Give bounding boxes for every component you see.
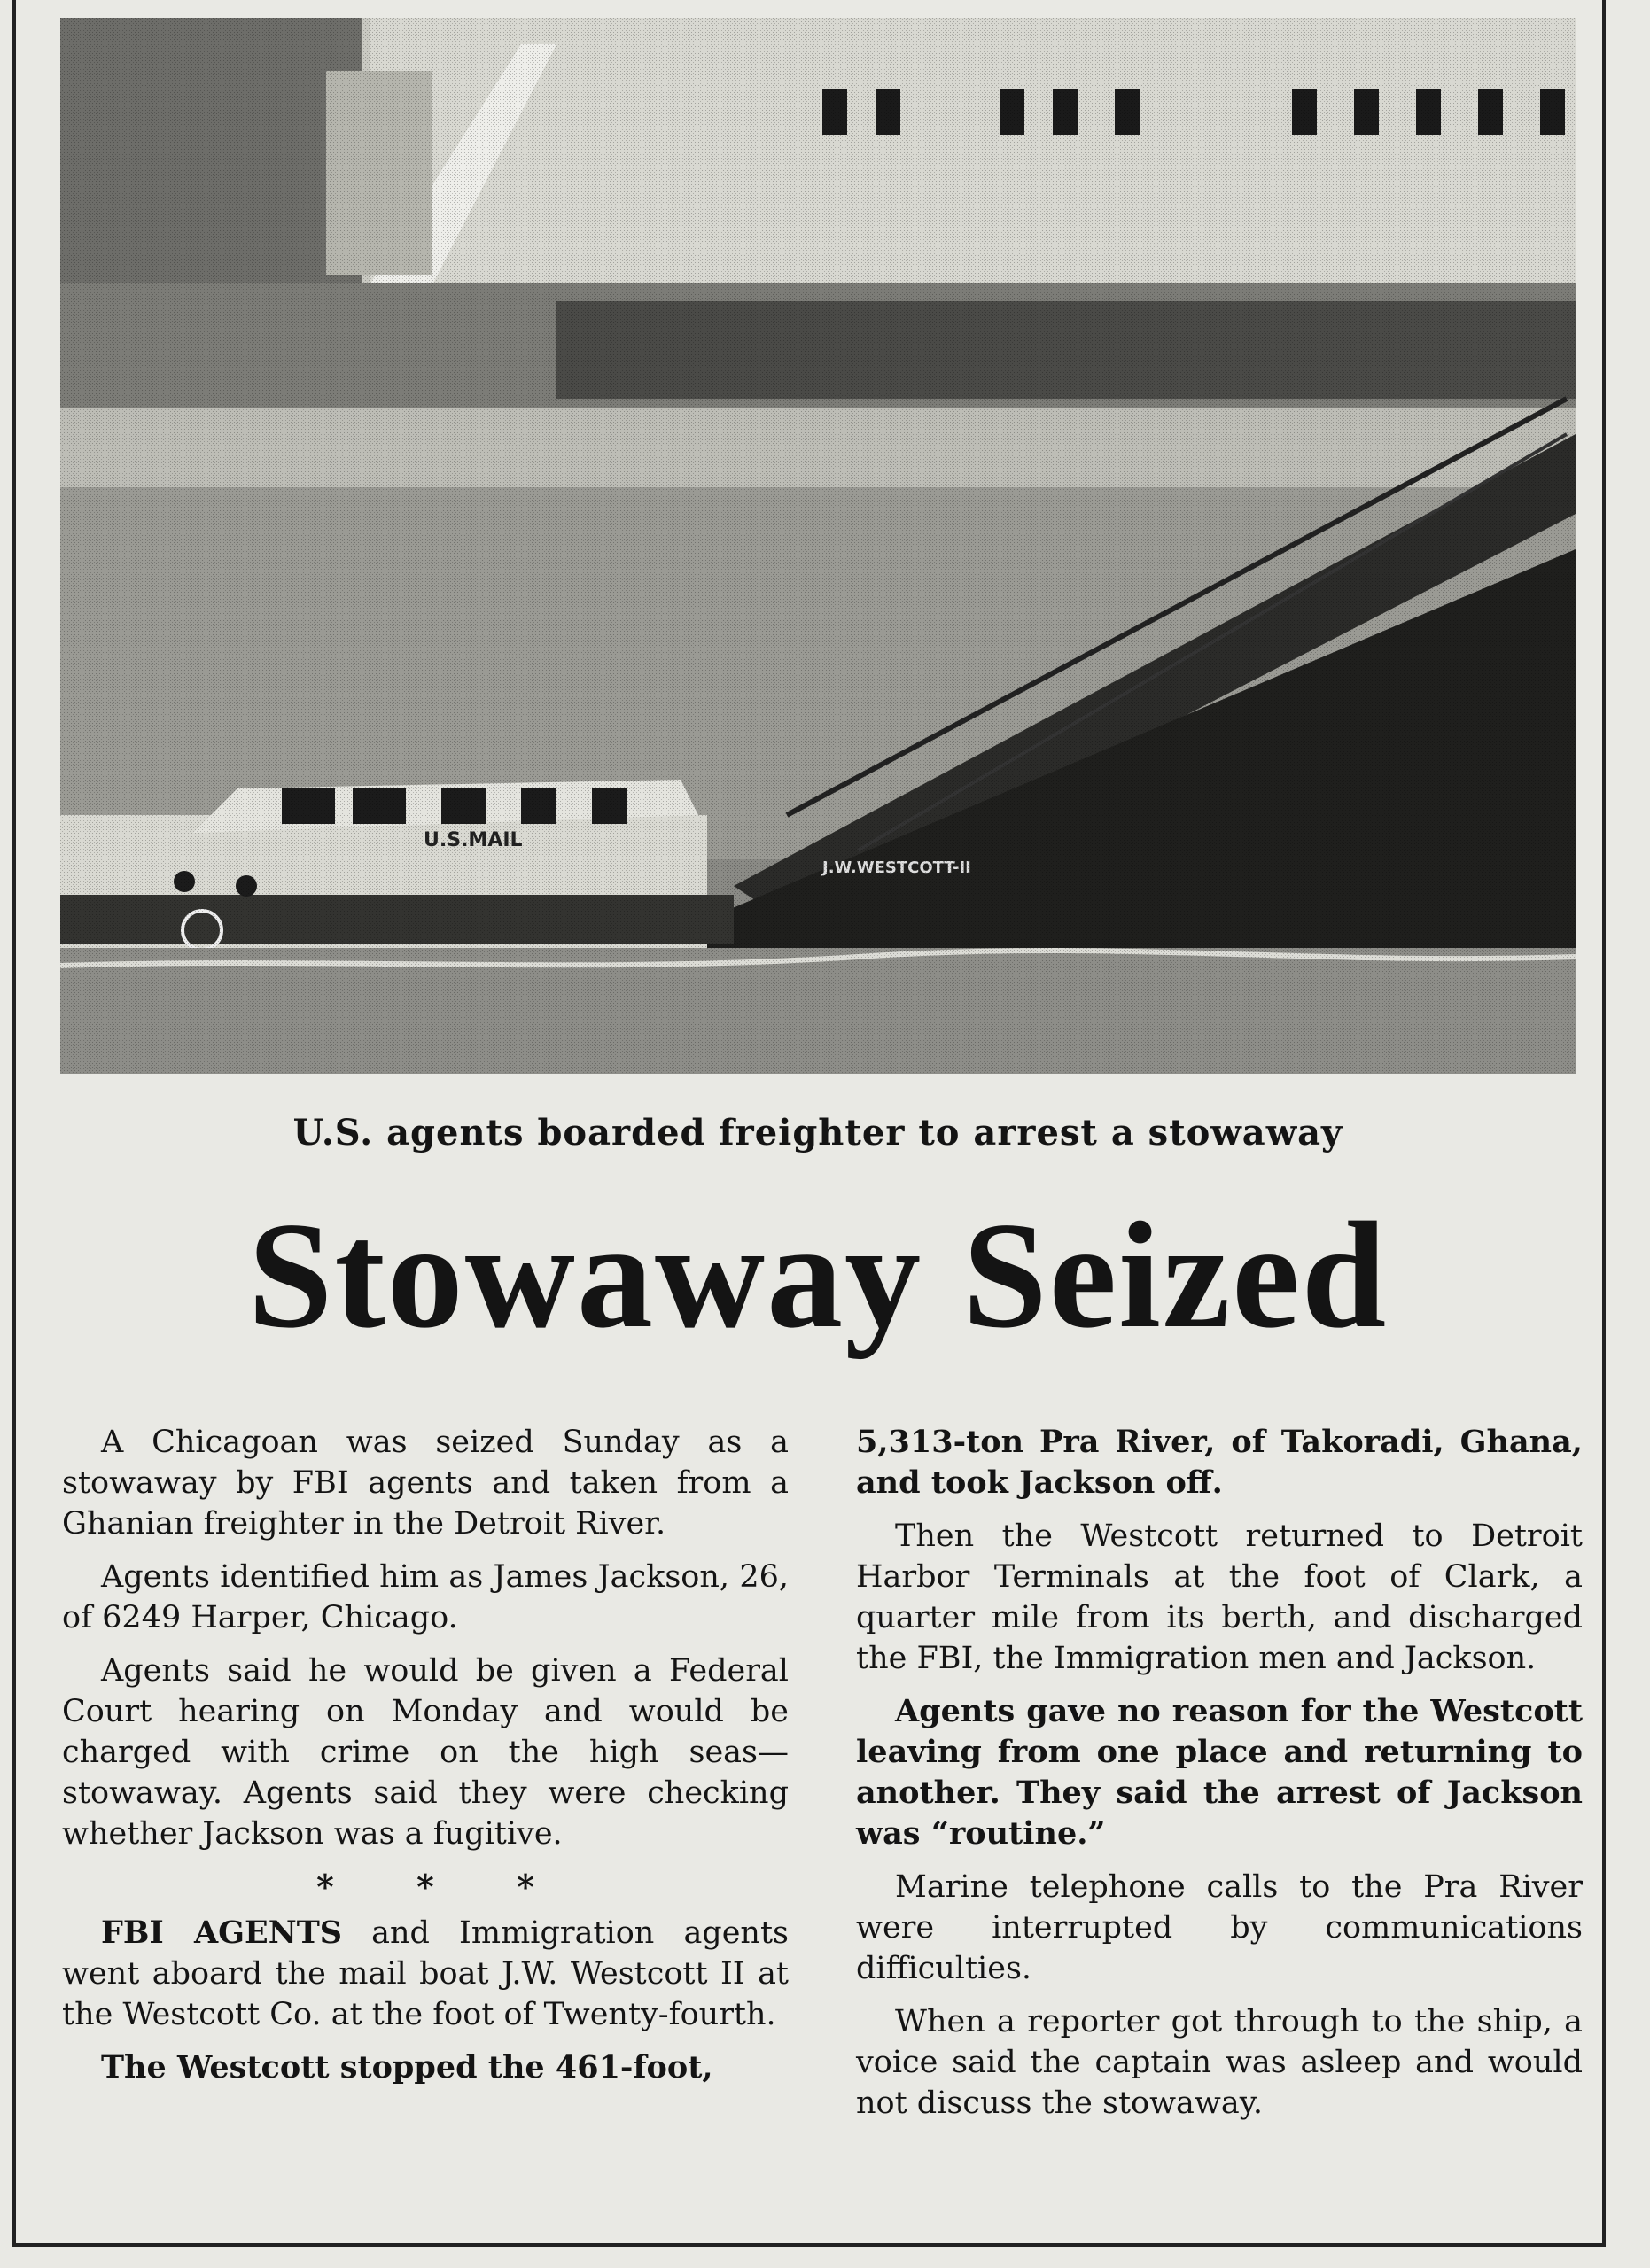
paragraph: The Westcott stopped the 461-foot, [101,2049,713,2085]
paragraph: Agents said he would be given a Federal Court hearing on Monday and would be charged with crime on the high seas—stowaway. Agents said they were checking whether Jackson was a fugitive. [62,1653,789,1852]
paragraph: A Chicagoan was seized Sunday as a stowaway by FBI agents and taken from a Ghanian freighter in the Detroit River. [62,1425,789,1542]
paragraph: Agents gave no reason for the Westcott leaving from one place and returning to another. They said the arrest of Jackson was “routine.” [856,1693,1583,1852]
paragraph: Agents identified him as James Jackson, 26, of 6249 Harper, Chicago. [62,1559,789,1635]
article-column-left [62,1422,789,2101]
paragraph: When a reporter got through to the ship, a voice said the captain was asleep and would not discuss the stowaway. [856,2004,1583,2121]
paragraph: Then the Westcott returned to Detroit Harbor Terminals at the foot of Clark, a quarter mile from its berth, and discharged the FBI, the Immigration men and Jackson. [856,1518,1583,1676]
section-lead-text: and Immigration agents went aboard the mail boat J.W. Westcott II at the Westcott Co. at the foot of Twenty-fourth. [62,1915,789,2032]
photo-caption: U.S. agents boarded freighter to arrest a stowaway [292,1112,1343,1153]
headline: Stowaway Seized [247,1192,1389,1360]
page-border-right [1602,0,1606,2247]
page-border-left [12,0,16,2247]
paragraph [62,1913,789,2035]
article-column-right [856,1422,1583,2136]
section-lead: FBI AGENTS [101,1915,343,1951]
section-separator: * * * [315,1867,571,1907]
paragraph: Marine telephone calls to the Pra River were interrupted by communications difficulties. [856,1869,1583,1986]
page-border-bottom [12,2243,1606,2247]
paragraph: 5,313-ton Pra River, of Takoradi, Ghana, and took Jackson off. [856,1424,1583,1501]
adjacent-column-fragment [1638,0,1650,2268]
news-photo [60,18,1576,1074]
